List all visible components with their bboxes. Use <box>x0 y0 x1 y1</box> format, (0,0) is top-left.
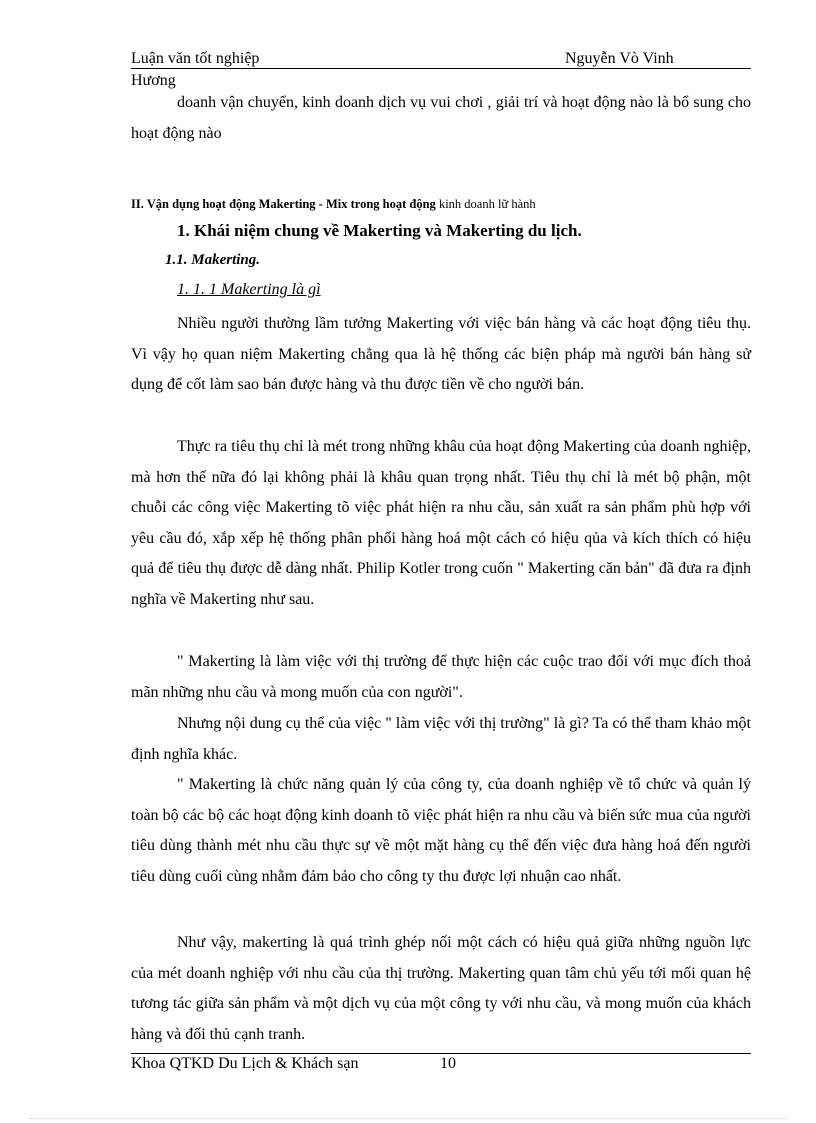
footer-rule <box>131 1053 751 1054</box>
page-number: 10 <box>440 1055 456 1072</box>
heading-1-1: 1.1. Makerting. <box>165 252 261 268</box>
section-heading-2 <box>131 197 536 212</box>
paragraph-3: Thực ra tiêu thụ chỉ là mét trong những khâu của hoạt động Makerting của doanh nghiệp, mà hơn thế nữa đó lại không phải là khâu quan trọng nhất. Tiêu thụ chỉ là mét bộ phận, một chuỗi các công việc Makerting tõ việc phát hiện ra nhu cầu, sản xuất ra sản phẩm phù hợp với yêu cầu đó, xắp xếp hệ thống phân phối hàng hoá một cách có hiệu qủa và kích thích có hiệu quả để tiêu thụ được dễ dàng nhất. Philip Kotler trong cuốn " Makerting căn bản" đã đưa ra định nghĩa về Makerting như sau. <box>131 438 751 608</box>
page-edge <box>28 1118 788 1119</box>
header-title: Luận văn tốt nghiệp <box>131 50 260 67</box>
section-heading-2-bold: II. Vận dụng hoạt động Makerting - Mix trong hoạt động <box>131 197 436 211</box>
footer-department: Khoa QTKD Du Lịch & Khách sạn <box>131 1055 359 1072</box>
paragraph-7: Như vậy, makerting là quá trình ghép nối một cách có hiệu quả giữa những nguồn lực của mét doanh nghiệp với nhu cầu của thị trường. Makerting quan tâm chủ yếu tới mối quan hệ tương tác giữa sản phẩm và một dịch vụ của một công ty với nhu cầu, và mong muốn của khách hàng và đối thủ cạnh tranh. <box>131 934 751 1043</box>
header-author: Nguyễn Vò Vinh <box>565 50 674 67</box>
paragraph-2: Nhiều người thường lầm tưởng Makerting với việc bán hàng và các hoạt động tiêu thụ. Vì vậy họ quan niệm Makerting chẳng qua là hệ thống các biện pháp mà người bán hàng sử dụng để cốt làm sao bán được hàng và thu được tiền về cho người bán. <box>131 315 751 393</box>
section-heading-2-light: kinh doanh lữ hành <box>438 197 536 211</box>
header-author-wrap: Hương <box>131 72 176 89</box>
paragraph-4: " Makerting là làm việc với thị trường để thực hiện các cuộc trao đổi với mục đích thoả mãn những nhu cầu và mong muốn của con người". <box>131 653 751 701</box>
header-rule <box>131 68 751 69</box>
paragraph-5: Nhưng nội dung cụ thể của việc " làm việc với thị trường" là gì? Ta có thể tham khảo một định nghĩa khác. <box>131 715 751 763</box>
paragraph-6: " Makerting là chức năng quản lý của công ty, của doanh nghiệp về tổ chức và quản lý toàn bộ các bộ các hoạt động kinh doanh tõ việc phát hiện ra nhu cầu và biến sức mua của người tiêu dùng thành mét nhu cầu thực sự về một mặt hàng cụ thể đến việc đưa hàng hoá đến người tiêu dùng cuối cùng nhằm đảm bảo cho công ty thu được lợi nhuận cao nhất. <box>131 776 751 885</box>
heading-1-1-1: 1. 1. 1 Makerting là gì <box>177 281 321 298</box>
heading-1: 1. Khái niệm chung về Makerting và Makerting du lịch. <box>177 221 582 240</box>
paragraph-1: doanh vận chuyển, kinh doanh dịch vụ vui chơi , giải trí và hoạt động nào là bổ sung cho hoạt động nào <box>131 94 751 142</box>
